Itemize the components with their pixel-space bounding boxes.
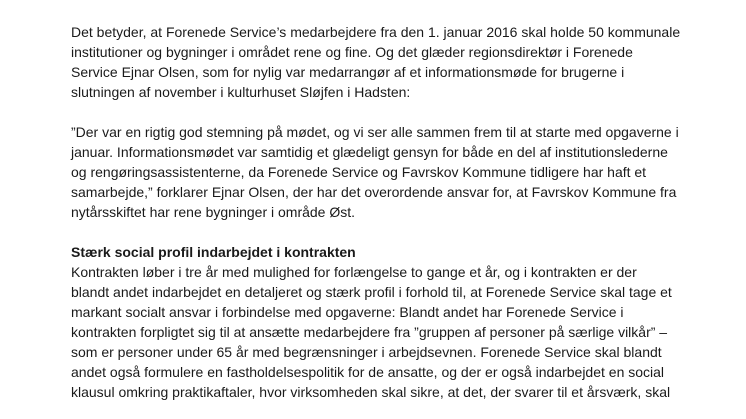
paragraph-spacer: [71, 222, 711, 242]
text-line: samarbejde,” forklarer Ejnar Olsen, der har det overordende ansvar for, at Favrskov Kommune fra: [71, 184, 677, 200]
document-body: [71, 22, 711, 402]
section-heading: Stærk social profil indarbejdet i kontrakten: [71, 244, 356, 260]
paragraph-quote: [71, 122, 711, 222]
text-line: Service Ejnar Olsen, som for nylig var medarrangør af et informationsmøde for brugerne i: [71, 64, 625, 80]
paragraph-contract: [71, 262, 711, 402]
text-line: andet også formulere en fastholdelsespolitik for de ansatte, og der er også indarbejdet en social: [71, 364, 665, 380]
text-line: slutningen af november i kulturhuset Sløjfen i Hadsten:: [71, 84, 411, 100]
text-line: ”Der var en rigtig god stemning på mødet, og vi ser alle sammen frem til at starte med opgaverne i: [71, 124, 679, 140]
text-line: nytårsskiftet har rene bygninger i område Øst.: [71, 204, 356, 220]
text-line: blandt andet indarbejdet en detaljeret og stærk profil i forhold til, at Forenede Service skal tage et: [71, 284, 672, 300]
text-line: markant socialt ansvar i forbindelse med opgaverne: Blandt andet har Forenede Service i: [71, 304, 624, 320]
text-line: Det betyder, at Forenede Service’s medarbejdere fra den 1. januar 2016 skal holde 50 kommunale: [71, 24, 681, 40]
text-line: institutioner og bygninger i området rene og fine. Og det glæder regionsdirektør i Forenede: [71, 44, 633, 60]
paragraph-spacer: [71, 102, 711, 122]
text-line: klausul omkring praktikaftaler, hvor virksomheden skal sikre, at det, der svarer til et årsværk, skal: [71, 384, 671, 400]
text-line: kontrakten forpligtet sig til at ansætte medarbejdere fra ”gruppen af personer på særlige vilkår” –: [71, 324, 668, 340]
paragraph-intro: [71, 22, 711, 102]
text-line: januar. Informationsmødet var samtidig et glædeligt gensyn for både en del af institutionslederne: [71, 144, 668, 160]
text-line: som er personer under 65 år med begrænsninger i arbejdsevnen. Forenede Service skal blandt: [71, 344, 662, 360]
text-line: Kontrakten løber i tre år med mulighed for forlængelse to gange et år, og i kontrakten er der: [71, 264, 637, 280]
text-line: og rengøringsassistenterne, da Forenede Service og Favrskov Kommune tidligere har haft et: [71, 164, 647, 180]
